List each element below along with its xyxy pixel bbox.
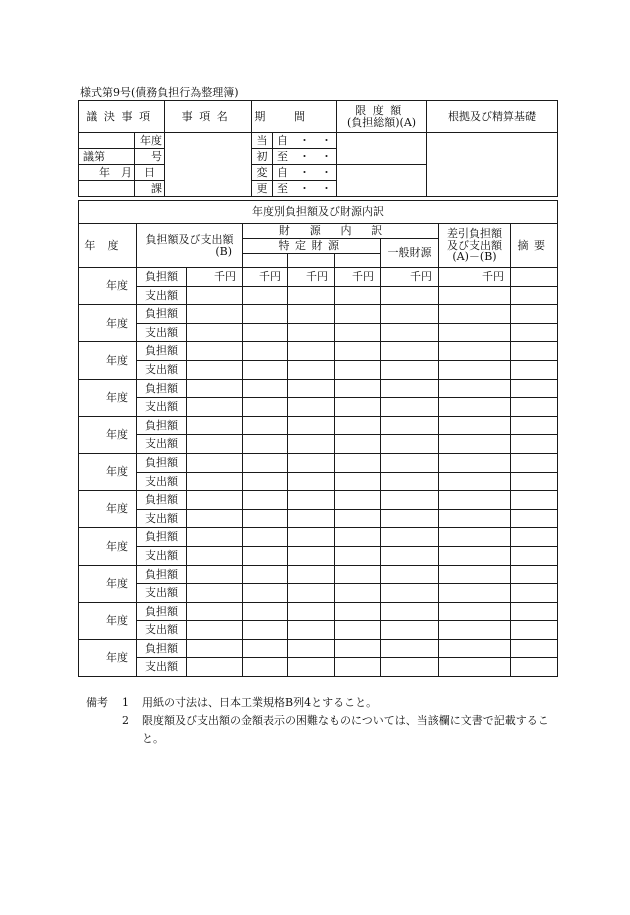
tokutei-cell-2[interactable]: [288, 584, 335, 603]
amount-cell[interactable]: [187, 472, 243, 491]
tekiyo-cell[interactable]: [511, 491, 558, 510]
tokutei-cell-1[interactable]: [243, 323, 288, 342]
tokutei-cell-1[interactable]: [243, 639, 288, 658]
ippan-cell[interactable]: [381, 453, 439, 472]
table-row: [79, 584, 558, 603]
tokutei-cell-3[interactable]: [335, 416, 381, 435]
header-left-a-2: 年 月: [79, 165, 135, 181]
ippan-cell[interactable]: [381, 286, 439, 305]
gendogaku-initial-cell[interactable]: [337, 133, 427, 165]
header-left-b-2: 日: [135, 165, 165, 181]
tekiyo-cell[interactable]: [511, 342, 558, 361]
sashihiki-cell[interactable]: [439, 472, 511, 491]
tekiyo-cell[interactable]: [511, 639, 558, 658]
tokutei-cell-1[interactable]: [243, 565, 288, 584]
tokutei-cell-3[interactable]: [335, 435, 381, 454]
tokutei-cell-2[interactable]: [288, 621, 335, 640]
header-col-gendogaku: 限度額 (負担総額)(A): [337, 101, 427, 133]
amount-cell[interactable]: [187, 602, 243, 621]
tokutei-cell-3[interactable]: [335, 398, 381, 417]
tekiyo-cell[interactable]: [511, 584, 558, 603]
col-tokutei-sub-2: [288, 254, 335, 268]
row-label-futan: 負担額: [137, 379, 187, 398]
tokutei-cell-3[interactable]: [335, 491, 381, 510]
amount-cell[interactable]: [187, 509, 243, 528]
tekiyo-cell[interactable]: [511, 453, 558, 472]
tokutei-cell-3[interactable]: [335, 528, 381, 547]
tekiyo-cell[interactable]: [511, 509, 558, 528]
tekiyo-cell[interactable]: [511, 565, 558, 584]
tekiyo-cell[interactable]: [511, 323, 558, 342]
tokutei-cell-3[interactable]: [335, 584, 381, 603]
ippan-cell[interactable]: [381, 398, 439, 417]
year-label-cell[interactable]: 年度: [79, 342, 137, 379]
notes-head: 備考: [86, 696, 108, 709]
tokutei-cell-1[interactable]: [243, 416, 288, 435]
tokutei-cell-2[interactable]: [288, 546, 335, 565]
tekiyo-cell[interactable]: [511, 286, 558, 305]
breakdown-section-title: 年度別負担額及び財源内訳: [79, 201, 558, 224]
year-label-cell[interactable]: 年度: [79, 602, 137, 639]
col-tokutei-sub-3: [335, 254, 381, 268]
tokutei-cell-1[interactable]: [243, 546, 288, 565]
table-row: [79, 305, 558, 324]
tokutei-cell-3[interactable]: [335, 453, 381, 472]
tokutei-cell-2[interactable]: [288, 639, 335, 658]
header-col-jikou: 事項名: [165, 101, 252, 133]
table-row: [79, 621, 558, 640]
row-label-shishutsu: 支出額: [137, 621, 187, 640]
form-title: 様式第9号(債務負担行為整理簿): [80, 86, 239, 99]
period-mark-2: 変: [252, 165, 273, 181]
tokutei-cell-2[interactable]: [288, 509, 335, 528]
tokutei-cell-2[interactable]: 千円: [288, 268, 335, 287]
tokutei-cell-3[interactable]: [335, 621, 381, 640]
header-left-a-1: 議第: [79, 149, 135, 165]
tokutei-cell-1[interactable]: [243, 379, 288, 398]
row-label-shishutsu: 支出額: [137, 360, 187, 379]
row-label-shishutsu: 支出額: [137, 398, 187, 417]
tokutei-cell-2[interactable]: [288, 305, 335, 324]
sashihiki-cell[interactable]: [439, 453, 511, 472]
header-col-kikan: 期間: [252, 101, 337, 133]
tokutei-cell-1[interactable]: [243, 342, 288, 361]
tokutei-cell-1[interactable]: [243, 453, 288, 472]
tokutei-cell-2[interactable]: [288, 398, 335, 417]
tekiyo-cell[interactable]: [511, 305, 558, 324]
table-row: [79, 658, 558, 677]
ippan-cell[interactable]: [381, 435, 439, 454]
ippan-cell[interactable]: [381, 565, 439, 584]
sashihiki-cell[interactable]: [439, 621, 511, 640]
jikou-value-cell[interactable]: [165, 133, 252, 197]
sashihiki-cell[interactable]: [439, 360, 511, 379]
header-col-konkyo: 根拠及び精算基礎: [427, 101, 558, 133]
ippan-cell[interactable]: [381, 509, 439, 528]
table-row: [79, 528, 558, 547]
sashihiki-cell[interactable]: [439, 546, 511, 565]
ippan-cell[interactable]: [381, 584, 439, 603]
row-label-futan: 負担額: [137, 416, 187, 435]
sashihiki-cell[interactable]: [439, 342, 511, 361]
period-mark-3: 更: [252, 181, 273, 197]
row-label-futan: 負担額: [137, 639, 187, 658]
ippan-cell[interactable]: [381, 305, 439, 324]
row-label-shishutsu: 支出額: [137, 435, 187, 454]
year-label-cell[interactable]: 年度: [79, 379, 137, 416]
table-row: [79, 639, 558, 658]
table-row: [79, 360, 558, 379]
year-label-cell[interactable]: 年度: [79, 453, 137, 490]
amount-cell[interactable]: [187, 453, 243, 472]
row-label-futan: 負担額: [137, 305, 187, 324]
tokutei-cell-2[interactable]: [288, 491, 335, 510]
table-row: [79, 342, 558, 361]
header-left-b-0: 年度: [135, 133, 165, 149]
tokutei-cell-1[interactable]: [243, 491, 288, 510]
period-cell-0[interactable]: 自 ・ ・: [273, 133, 337, 149]
amount-cell[interactable]: [187, 342, 243, 361]
tokutei-cell-1[interactable]: [243, 472, 288, 491]
sashihiki-cell[interactable]: [439, 323, 511, 342]
col-ippan-header: 一般財源: [381, 239, 439, 268]
sashihiki-cell[interactable]: [439, 584, 511, 603]
amount-cell[interactable]: [187, 528, 243, 547]
tokutei-cell-3[interactable]: [335, 342, 381, 361]
konkyo-value-cell[interactable]: [427, 133, 558, 197]
amount-cell[interactable]: [187, 491, 243, 510]
amount-cell[interactable]: [187, 546, 243, 565]
sashihiki-cell[interactable]: [439, 658, 511, 677]
amount-cell[interactable]: [187, 323, 243, 342]
col-zaigen-naiwake-header: 財源内訳: [243, 224, 439, 239]
table-row: [79, 398, 558, 417]
amount-cell[interactable]: [187, 286, 243, 305]
sashihiki-cell[interactable]: [439, 509, 511, 528]
period-cell-3[interactable]: 至 ・ ・: [273, 181, 337, 197]
row-label-shishutsu: 支出額: [137, 509, 187, 528]
header-left-b-3: 課: [135, 181, 165, 197]
table-row: [79, 268, 558, 287]
amount-cell[interactable]: [187, 621, 243, 640]
sashihiki-cell[interactable]: [439, 305, 511, 324]
row-label-futan: 負担額: [137, 602, 187, 621]
ippan-cell[interactable]: [381, 621, 439, 640]
tokutei-cell-3[interactable]: [335, 639, 381, 658]
tokutei-cell-3[interactable]: [335, 305, 381, 324]
header-left-a-0[interactable]: [79, 133, 135, 149]
tokutei-cell-1[interactable]: [243, 621, 288, 640]
row-label-futan: 負担額: [137, 342, 187, 361]
row-label-shishutsu: 支出額: [137, 584, 187, 603]
table-row: [79, 565, 558, 584]
tokutei-cell-1[interactable]: [243, 435, 288, 454]
tokutei-cell-1[interactable]: [243, 305, 288, 324]
sashihiki-cell[interactable]: [439, 416, 511, 435]
tekiyo-cell[interactable]: [511, 416, 558, 435]
sashihiki-cell[interactable]: [439, 602, 511, 621]
tokutei-cell-2[interactable]: [288, 286, 335, 305]
row-label-shishutsu: 支出額: [137, 323, 187, 342]
header-table: [78, 100, 558, 197]
amount-cell[interactable]: [187, 658, 243, 677]
tokutei-cell-2[interactable]: [288, 658, 335, 677]
ippan-cell[interactable]: [381, 416, 439, 435]
tekiyo-cell[interactable]: [511, 360, 558, 379]
row-label-futan: 負担額: [137, 528, 187, 547]
tokutei-cell-1[interactable]: [243, 528, 288, 547]
table-row: [79, 379, 558, 398]
tokutei-cell-3[interactable]: [335, 602, 381, 621]
table-row: [79, 472, 558, 491]
table-row: [79, 435, 558, 454]
sashihiki-cell[interactable]: [439, 398, 511, 417]
table-row: [79, 509, 558, 528]
tokutei-cell-2[interactable]: [288, 379, 335, 398]
table-row: [79, 491, 558, 510]
ippan-cell[interactable]: [381, 658, 439, 677]
ippan-cell[interactable]: [381, 360, 439, 379]
tokutei-cell-2[interactable]: [288, 360, 335, 379]
amount-cell[interactable]: [187, 584, 243, 603]
row-label-futan: 負担額: [137, 453, 187, 472]
tokutei-cell-1[interactable]: [243, 584, 288, 603]
tokutei-cell-3[interactable]: [335, 286, 381, 305]
year-label-cell[interactable]: 年度: [79, 305, 137, 342]
period-cell-1[interactable]: 至 ・ ・: [273, 149, 337, 165]
year-label-cell[interactable]: 年度: [79, 491, 137, 528]
amount-cell[interactable]: [187, 416, 243, 435]
year-label-cell[interactable]: 年度: [79, 416, 137, 453]
header-left-b-1: 号: [135, 149, 165, 165]
sashihiki-cell[interactable]: [439, 435, 511, 454]
tokutei-cell-3[interactable]: [335, 472, 381, 491]
row-label-shishutsu: 支出額: [137, 658, 187, 677]
ippan-cell[interactable]: [381, 472, 439, 491]
tokutei-cell-2[interactable]: [288, 602, 335, 621]
table-row: [79, 546, 558, 565]
ippan-cell[interactable]: 千円: [381, 268, 439, 287]
tokutei-cell-1[interactable]: [243, 602, 288, 621]
sashihiki-cell[interactable]: 千円: [439, 268, 511, 287]
col-futan-header: 負担額及び支出額 (B): [137, 224, 243, 268]
sashihiki-cell[interactable]: [439, 286, 511, 305]
sashihiki-cell[interactable]: [439, 639, 511, 658]
tokutei-cell-2[interactable]: [288, 435, 335, 454]
row-label-shishutsu: 支出額: [137, 546, 187, 565]
tokutei-cell-2[interactable]: [288, 528, 335, 547]
tokutei-cell-2[interactable]: [288, 323, 335, 342]
tokutei-cell-3[interactable]: [335, 323, 381, 342]
amount-cell[interactable]: 千円: [187, 268, 243, 287]
header-col-gikketsu: 議決事項: [79, 101, 165, 133]
tokutei-cell-1[interactable]: [243, 360, 288, 379]
year-label-cell[interactable]: 年度: [79, 639, 137, 676]
table-row: [79, 323, 558, 342]
breakdown-table: [78, 200, 558, 677]
tekiyo-cell[interactable]: [511, 546, 558, 565]
row-label-shishutsu: 支出額: [137, 472, 187, 491]
amount-cell[interactable]: [187, 639, 243, 658]
amount-cell[interactable]: [187, 435, 243, 454]
tekiyo-cell[interactable]: [511, 472, 558, 491]
sashihiki-cell[interactable]: [439, 528, 511, 547]
ippan-cell[interactable]: [381, 602, 439, 621]
notes-head-spacer: [86, 712, 122, 748]
tekiyo-cell[interactable]: [511, 658, 558, 677]
ippan-cell[interactable]: [381, 379, 439, 398]
period-mark-1: 初: [252, 149, 273, 165]
table-row: [79, 602, 558, 621]
year-label-cell[interactable]: 年度: [79, 268, 137, 305]
tokutei-cell-3[interactable]: [335, 509, 381, 528]
gendogaku-changed-cell[interactable]: [337, 165, 427, 197]
tekiyo-cell[interactable]: [511, 268, 558, 287]
table-row: [79, 453, 558, 472]
tekiyo-cell[interactable]: [511, 435, 558, 454]
ippan-cell[interactable]: [381, 323, 439, 342]
notes: [86, 694, 556, 748]
tokutei-cell-1[interactable]: [243, 509, 288, 528]
amount-cell[interactable]: [187, 379, 243, 398]
ippan-cell[interactable]: [381, 528, 439, 547]
sashihiki-cell[interactable]: [439, 565, 511, 584]
tokutei-cell-3[interactable]: [335, 360, 381, 379]
amount-cell[interactable]: [187, 305, 243, 324]
table-row: [79, 416, 558, 435]
sashihiki-cell[interactable]: [439, 491, 511, 510]
amount-cell[interactable]: [187, 360, 243, 379]
note-num-2: 2: [122, 714, 129, 727]
breakdown-body: [79, 268, 558, 677]
period-mark-0: 当: [252, 133, 273, 149]
note-text-1: 用紙の寸法は、日本工業規格B列4とすること。: [142, 696, 378, 709]
ippan-cell[interactable]: [381, 342, 439, 361]
amount-cell[interactable]: [187, 565, 243, 584]
tokutei-cell-2[interactable]: [288, 342, 335, 361]
year-label-cell[interactable]: 年度: [79, 528, 137, 565]
tokutei-cell-1[interactable]: [243, 398, 288, 417]
tekiyo-cell[interactable]: [511, 602, 558, 621]
tokutei-cell-3[interactable]: [335, 546, 381, 565]
row-label-futan: 負担額: [137, 268, 187, 287]
col-tokutei-sub-1: [243, 254, 288, 268]
tokutei-cell-2[interactable]: [288, 565, 335, 584]
col-tokutei-header: 特定財源: [243, 239, 381, 254]
tekiyo-cell[interactable]: [511, 621, 558, 640]
ippan-cell[interactable]: [381, 491, 439, 510]
row-label-futan: 負担額: [137, 491, 187, 510]
header-left-a-3[interactable]: [79, 181, 135, 197]
tokutei-cell-3[interactable]: [335, 379, 381, 398]
tokutei-cell-1[interactable]: [243, 286, 288, 305]
ippan-cell[interactable]: [381, 546, 439, 565]
tokutei-cell-2[interactable]: [288, 416, 335, 435]
period-cell-2[interactable]: 自 ・ ・: [273, 165, 337, 181]
row-label-futan: 負担額: [137, 565, 187, 584]
sashihiki-cell[interactable]: [439, 379, 511, 398]
tokutei-cell-1[interactable]: 千円: [243, 268, 288, 287]
tekiyo-cell[interactable]: [511, 398, 558, 417]
col-nendo-header: 年度: [79, 224, 137, 268]
tekiyo-cell[interactable]: [511, 528, 558, 547]
note-num-1: 1: [122, 696, 129, 709]
tokutei-cell-1[interactable]: [243, 658, 288, 677]
note-text-2: 限度額及び支出額の金額表示の困難なものについては、当該欄に文書で記載すること。: [142, 714, 549, 745]
col-tekiyo-header: 摘要: [511, 224, 558, 268]
table-row: [79, 286, 558, 305]
tekiyo-cell[interactable]: [511, 379, 558, 398]
ippan-cell[interactable]: [381, 639, 439, 658]
row-label-shishutsu: 支出額: [137, 286, 187, 305]
tokutei-cell-3[interactable]: [335, 658, 381, 677]
tokutei-cell-3[interactable]: 千円: [335, 268, 381, 287]
tokutei-cell-3[interactable]: [335, 565, 381, 584]
year-label-cell[interactable]: 年度: [79, 565, 137, 602]
amount-cell[interactable]: [187, 398, 243, 417]
col-sashihiki-header: 差引負担額 及び支出額 (A)－(B): [439, 224, 511, 268]
tokutei-cell-2[interactable]: [288, 472, 335, 491]
tokutei-cell-2[interactable]: [288, 453, 335, 472]
